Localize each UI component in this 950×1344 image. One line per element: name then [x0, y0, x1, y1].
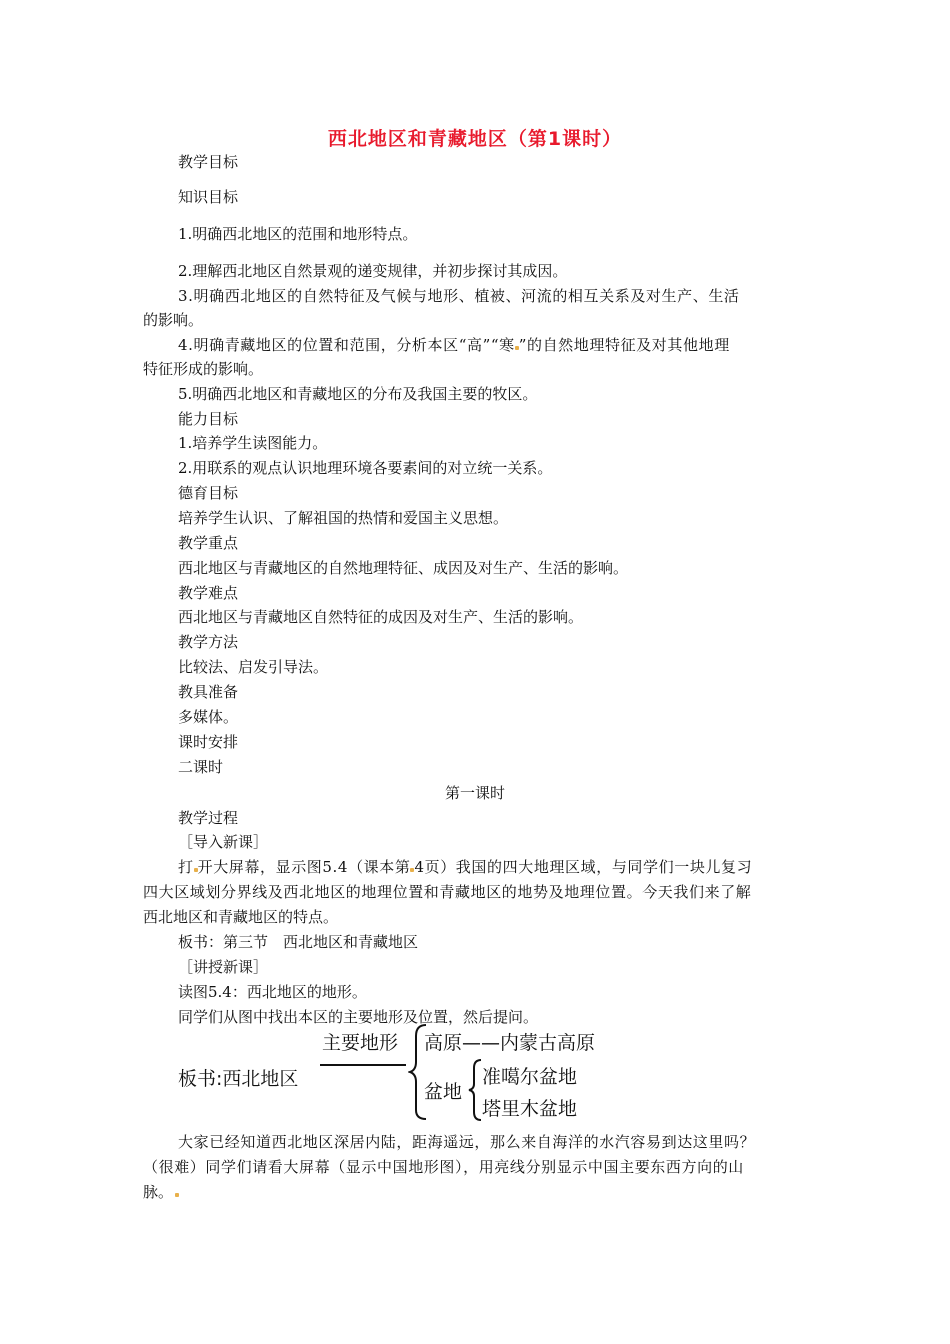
board-label: 板书:西北地区: [178, 1068, 299, 1090]
closing-paragraph: 大家已经知道西北地区深居内陆，距海遥远，那么来自海洋的水汽容易到达这里吗？: [178, 1133, 756, 1151]
heading-knowledge-goals: 知识目标: [178, 188, 239, 206]
knowledge-goal-4: [178, 335, 730, 355]
intro-part3: 4页）我国的四大地理区域，与同学们一块儿复习: [414, 858, 753, 876]
knowledge-goal-4-part2: ”的自然地理特征及对其他地理: [518, 336, 730, 354]
board-basin-tarim: 塔里木盆地: [482, 1098, 578, 1120]
board-basin-junggar: 准噶尔盆地: [482, 1066, 578, 1088]
board-basin: 盆地: [424, 1081, 463, 1103]
knowledge-goal-5: 5.明确西北地区和青藏地区的分布及我国主要的牧区。: [178, 385, 538, 403]
difficulties-text: 西北地区与青藏地区自然特征的成因及对生产、生活的影响。: [178, 608, 584, 626]
section-intro: ［导入新课］: [178, 833, 269, 851]
intro-paragraph: [178, 857, 752, 877]
section-new-lesson: ［讲授新课］: [178, 958, 269, 976]
heading-key-points: 教学重点: [178, 534, 239, 552]
closing-paragraph-end: [143, 1182, 179, 1202]
methods-text: 比较法、启发引导法。: [178, 658, 329, 676]
knowledge-goal-2: 2.理解西北地区自然景观的递变规律，并初步探讨其成因。: [178, 262, 568, 280]
question-line: 同学们从图中找出本区的主要地形及位置，然后提问。: [178, 1008, 539, 1026]
heading-schedule: 课时安排: [178, 733, 239, 751]
board-plateau: 高原——内蒙古高原: [424, 1032, 596, 1054]
ability-goal-2: 2.用联系的观点认识地理环境各要素间的对立统一关系。: [178, 459, 553, 477]
knowledge-goal-4-part1: 4.明确青藏地区的位置和范围，分析本区“高”“寒: [178, 336, 515, 354]
heading-materials: 教具准备: [178, 683, 239, 701]
materials-text: 多媒体。: [178, 708, 239, 726]
heading-methods: 教学方法: [178, 633, 239, 651]
ability-goal-1: 1.培养学生读图能力。: [178, 434, 328, 452]
lesson-heading: 第一课时: [444, 784, 505, 802]
heading-teaching-goals: 教学目标: [178, 153, 239, 171]
closing-paragraph-cont: （很难）同学们请看大屏幕（显示中国地形图），用亮线分别显示中国主要东西方向的山: [143, 1158, 744, 1176]
board-title-line: 板书：第三节 西北地区和青藏地区: [178, 933, 419, 951]
heading-process: 教学过程: [178, 809, 239, 827]
moral-goal: 培养学生认识、了解祖国的热情和爱国主义思想。: [178, 509, 509, 527]
intro-paragraph-cont: 四大区域划分界线及西北地区的地理位置和青藏地区的地势及地理位置。今天我们来了解: [143, 883, 752, 901]
heading-moral-goals: 德育目标: [178, 484, 239, 502]
highlight-marker: [175, 1193, 179, 1197]
heading-difficulties: 教学难点: [178, 584, 239, 602]
heading-ability-goals: 能力目标: [178, 410, 239, 428]
intro-part1: 打: [178, 858, 194, 876]
closing-end-text: 脉。: [143, 1183, 174, 1201]
board-diagram: [178, 1022, 618, 1122]
schedule-text: 二课时: [178, 758, 224, 776]
intro-part2: 开大屏幕，显示图5.4（课本第: [197, 858, 411, 876]
intro-paragraph-end: 西北地区和青藏地区的特点。: [143, 908, 339, 926]
key-points-text: 西北地区与青藏地区的自然地理特征、成因及对生产、生活的影响。: [178, 559, 629, 577]
knowledge-goal-3-cont: 的影响。: [143, 311, 204, 329]
knowledge-goal-1: 1.明确西北地区的范围和地形特点。: [178, 225, 418, 243]
knowledge-goal-3: 3.明确西北地区的自然特征及气候与地形、植被、河流的相互关系及对生产、生活: [178, 287, 740, 305]
document-title: 西北地区和青藏地区（第1课时）: [327, 128, 623, 150]
read-map-line: 读图5.4：西北地区的地形。: [178, 983, 367, 1001]
knowledge-goal-4-cont: 特征形成的影响。: [143, 360, 264, 378]
board-main-terrain: 主要地形: [322, 1032, 399, 1054]
board-underline: [320, 1064, 406, 1066]
